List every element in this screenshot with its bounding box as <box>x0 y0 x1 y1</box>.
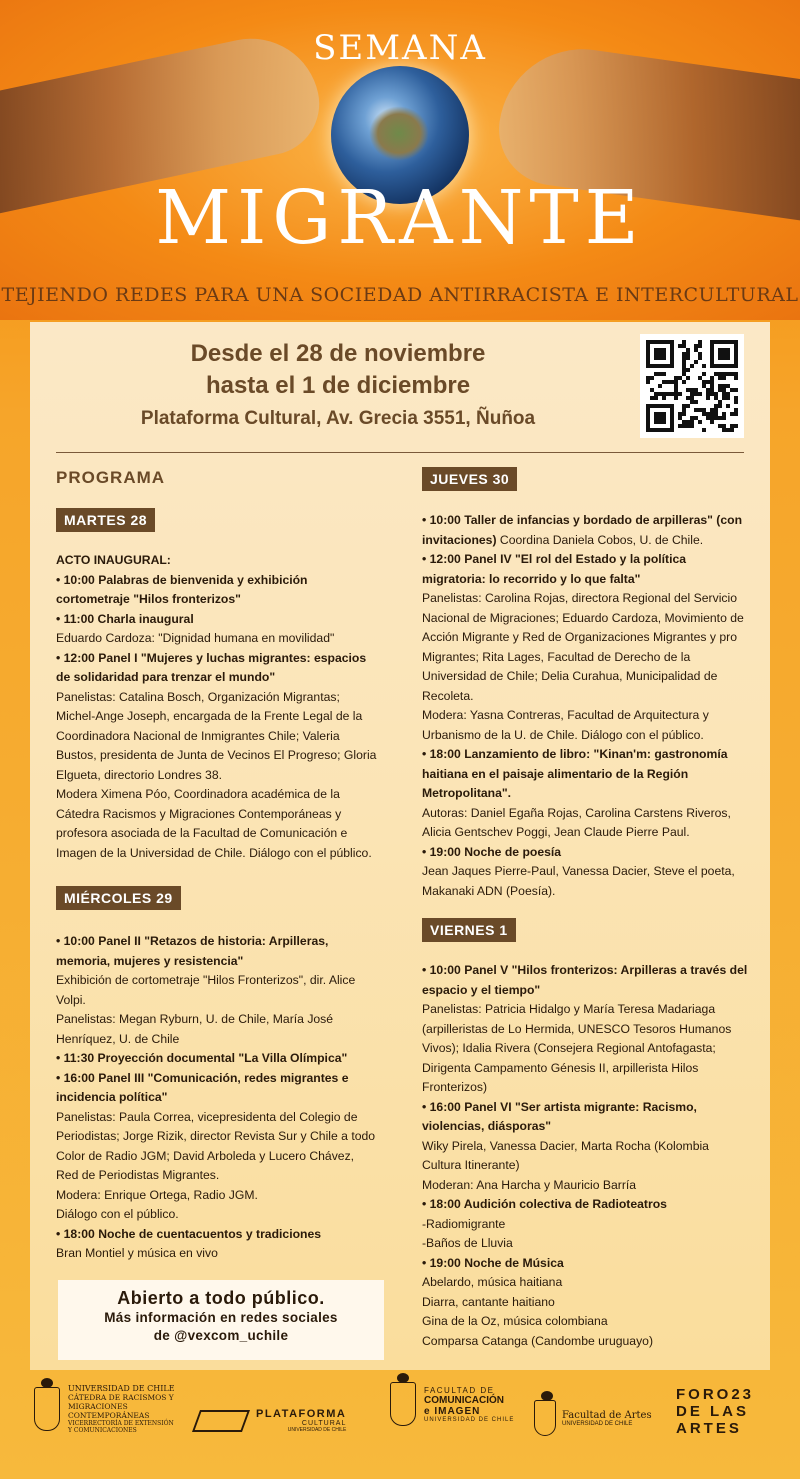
schedule-item <box>56 1010 378 1049</box>
schedule-item-heading: • 18:00 Lanzamiento de libro: "Kinan'm: gastronomía haitiana en el paisaje alimentario de la Región Metropolitana". <box>422 747 728 800</box>
schedule-item <box>56 1049 378 1069</box>
schedule-item-text: Wiky Pirela, Vanessa Dacier, Marta Rocha (Kolombia Cultura Itinerante) <box>422 1138 709 1172</box>
schedule-item-heading: • 19:00 Noche de Música <box>422 1255 564 1270</box>
artes-line1: Facultad de Artes <box>562 1409 652 1421</box>
schedule-item-text: Autoras: Daniel Egaña Rojas, Carolina Carstens Riveros, Alicia Gentschev Poggi, Jean Claude Pierre Paul. <box>422 805 731 839</box>
schedule-item-heading: • 10:00 Taller de infancias y bordado de arpilleras" (con invitaciones) <box>422 513 743 547</box>
schedule-item-text: Comparsa Catanga (Candombe uruguayo) <box>422 1333 654 1348</box>
schedule-item <box>422 804 748 843</box>
schedule-item-heading: • 12:00 Panel I "Mujeres y luchas migrantes: espacios de solidaridad para trenzar el mundo" <box>56 650 367 684</box>
schedule-item <box>56 629 378 649</box>
schedule-item-text: Diarra, cantante haitiano <box>422 1294 555 1309</box>
schedule-item <box>56 1069 378 1108</box>
header-semana: SEMANA <box>313 28 487 68</box>
schedule-item-text: Bran Montiel y música en vivo <box>56 1246 218 1260</box>
schedule-item <box>56 1186 378 1206</box>
divider <box>56 452 744 453</box>
artes-logo[interactable] <box>534 1400 652 1436</box>
schedule-item-heading: • 10:00 Palabras de bienvenida y exhibición cortometraje "Hilos fronterizos" <box>56 572 308 606</box>
fci-line2: COMUNICACIÓN <box>424 1394 504 1406</box>
schedule-item <box>422 589 748 706</box>
schedule-item-text: Panelistas: Megan Ryburn, U. de Chile, María José Henríquez, U. de Chile <box>56 1012 334 1046</box>
open-public-line1: Abierto a todo público. <box>117 1288 325 1308</box>
fci-line4: UNIVERSIDAD DE CHILE <box>424 1416 515 1423</box>
fci-seal-icon <box>390 1382 416 1426</box>
schedule-item <box>56 932 378 971</box>
jueves-schedule <box>422 511 748 901</box>
foro-artes-logo[interactable] <box>676 1386 754 1437</box>
schedule-item-heading: • 19:00 Noche de poesía <box>422 844 562 859</box>
schedule-item <box>56 688 378 786</box>
schedule-item <box>422 1273 748 1293</box>
artes-line2: UNIVERSIDAD DE CHILE <box>562 1420 633 1427</box>
foro-line1: FORO23 <box>676 1386 755 1403</box>
schedule-item <box>422 511 748 550</box>
plataforma-uchile-label: UNIVERSIDAD DE CHILE <box>287 1427 347 1433</box>
plataforma-label: PLATAFORMA <box>256 1408 347 1420</box>
schedule-item-heading: ACTO INAUGURAL: <box>56 553 171 567</box>
fci-logo[interactable] <box>390 1382 514 1426</box>
schedule-item-heading: • 10:00 Panel II "Retazos de historia: Arpilleras, memoria, mujeres y resistencia" <box>56 934 329 968</box>
day-tag-viernes: VIERNES 1 <box>422 918 516 942</box>
open-public-box <box>58 1280 384 1360</box>
schedule-item-text: Panelistas: Patricia Hidalgo y María Teresa Madariaga (arpilleristas de Lo Hermida, UNESCO Tesoros Humanos Vivos); Idalia Rivera (Consejera Regional Antofagasta; Dirigenta Campamento Génesis II, arpillerista Hilos Fronterizos) <box>422 1002 732 1094</box>
plataforma-shape-icon <box>192 1410 250 1432</box>
header-title: MIGRANTE <box>155 175 645 261</box>
schedule-item-text: Modera: Yasna Contreras, Facultad de Arquitectura y Urbanismo de la U. de Chile. Diálogo con el público. <box>422 708 709 742</box>
program-title: PROGRAMA <box>56 468 166 487</box>
schedule-item-text: Jean Jaques Pierre-Paul, Vanessa Dacier, Steve el poeta, Makanaki ADN (Poesía). <box>422 864 735 898</box>
uchile-name: UNIVERSIDAD DE CHILE <box>68 1384 175 1393</box>
schedule-item <box>422 1234 748 1254</box>
schedule-item <box>422 1137 748 1176</box>
schedule-item-heading: • 12:00 Panel IV "El rol del Estado y la política migratoria: lo recorrido y lo que falta" <box>422 552 687 586</box>
schedule-item-text: Moderan: Ana Harcha y Mauricio Barría <box>422 1177 637 1192</box>
vicerrectoria-name: VICERRECTORÍA DE EXTENSIÓN Y COMUNICACIONES <box>68 1420 174 1434</box>
schedule-item <box>422 1176 748 1196</box>
schedule-item-heading: • 11:30 Proyección documental "La Villa Olímpica" <box>56 1051 348 1065</box>
schedule-item <box>422 843 748 863</box>
schedule-item-text: Gina de la Oz, música colombiana <box>422 1314 608 1328</box>
header-tagline: TEJIENDO REDES PARA UNA SOCIEDAD ANTIRRACISTA E INTERCULTURAL <box>1 284 799 306</box>
schedule-item <box>56 1244 378 1264</box>
schedule-item <box>56 649 378 688</box>
foro-line2: DE LAS <box>676 1403 750 1420</box>
schedule-item-text: -Radiomigrante <box>422 1216 506 1231</box>
artes-seal-icon <box>534 1400 556 1436</box>
schedule-item-text: Exhibición de cortometraje "Hilos Fronterizos", dir. Alice Volpi. <box>56 973 356 1007</box>
schedule-item <box>422 1312 748 1332</box>
schedule-item <box>422 1195 748 1215</box>
open-public-line2: Más información en redes sociales <box>104 1310 338 1325</box>
fci-line3: e IMAGEN <box>424 1405 481 1417</box>
schedule-item <box>56 610 378 630</box>
catedra-name: CÁTEDRA DE RACISMOS Y MIGRACIONES CONTEMPORÁNEAS <box>68 1393 174 1420</box>
schedule-item-text: Eduardo Cardoza: "Dignidad humana en movilidad" <box>56 631 335 645</box>
schedule-item-text: Panelistas: Paula Correa, vicepresidenta del Colegio de Periodistas; Jorge Rizik, director Revista Sur y Chile a todo Color de Radio JGM; David Arboleda y Lucero Chávez, Red de Periodistas Migrantes. <box>56 1109 376 1182</box>
viernes-schedule <box>422 961 748 1351</box>
event-location: Plataforma Cultural, Av. Grecia 3551, Ñuñoa <box>140 408 536 429</box>
martes-schedule <box>56 551 378 863</box>
schedule-item-text: Panelistas: Catalina Bosch, Organización Migrantas; Michel-Ange Joseph, encargada de la Frente Legal de la Coordinadora Nacional de Inmigrantes Chile; Valeria Bustos, presidenta de Junta de Vecinos El Progreso; Gloria Elgueta, directorio Londres 38. <box>56 689 377 782</box>
schedule-item <box>56 785 378 863</box>
event-dates <box>98 338 578 430</box>
schedule-item <box>422 550 748 589</box>
schedule-item-text: Abelardo, música haitiana <box>422 1275 563 1289</box>
schedule-item-text: Panelistas: Carolina Rojas, directora Regional del Servicio Nacional de Migraciones; Eduardo Cardoza, Movimiento de Acción Migrante y Red de Organizaciones Migrantes y pro Migrantes; Rita Lages, Facultad de Derecho de la Universidad de Chile; Delia Curahua, Municipalidad de Recoleta. <box>422 591 744 703</box>
day-tag-martes: MARTES 28 <box>56 508 155 532</box>
schedule-item-heading: • 10:00 Panel V "Hilos fronterizos: Arpilleras a través del espacio y el tiempo" <box>422 963 748 997</box>
schedule-item <box>422 745 748 804</box>
schedule-item <box>422 1215 748 1235</box>
miercoles-schedule <box>56 932 378 1264</box>
date-line-2: hasta el 1 de diciembre <box>205 372 471 399</box>
schedule-item <box>422 706 748 745</box>
social-handle[interactable]: de @vexcom_uchile <box>153 1328 289 1343</box>
schedule-item <box>56 571 378 610</box>
schedule-item-text: Diálogo con el público. <box>56 1207 179 1221</box>
schedule-item <box>56 1205 378 1225</box>
plataforma-cultural-logo[interactable] <box>196 1408 346 1433</box>
uchile-seal-icon <box>34 1387 60 1431</box>
schedule-item <box>422 1000 748 1098</box>
schedule-item-heading: • 16:00 Panel VI "Ser artista migrante: Racismo, violencias, diásporas" <box>422 1099 697 1133</box>
day-tag-miercoles: MIÉRCOLES 29 <box>56 886 181 910</box>
schedule-item-text: Coordina Daniela Cobos, U. de Chile. <box>496 532 704 547</box>
schedule-item <box>422 961 748 1000</box>
schedule-item-text: -Baños de Lluvia <box>422 1236 513 1250</box>
qr-code[interactable] <box>640 334 744 438</box>
footer-logos <box>0 1378 800 1479</box>
day-tag-jueves: JUEVES 30 <box>422 467 517 491</box>
date-line-1: Desde el 28 de noviembre <box>190 340 486 367</box>
schedule-item <box>422 862 748 901</box>
schedule-item-heading: • 18:00 Noche de cuentacuentos y tradiciones <box>56 1226 322 1241</box>
schedule-item <box>422 1098 748 1137</box>
schedule-item-text: Modera: Enrique Ortega, Radio JGM. <box>56 1187 258 1202</box>
schedule-item <box>422 1254 748 1274</box>
schedule-item-heading: • 16:00 Panel III "Comunicación, redes migrantes e incidencia política" <box>56 1070 349 1104</box>
schedule-item <box>56 551 378 571</box>
schedule-item <box>56 1108 378 1186</box>
schedule-item <box>422 1332 748 1352</box>
fci-line1: FACULTAD DE <box>424 1385 495 1395</box>
schedule-item <box>422 1293 748 1313</box>
schedule-item <box>56 1225 378 1245</box>
schedule-item-heading: • 11:00 Charla inaugural <box>56 611 194 626</box>
schedule-item-text: Modera Ximena Póo, Coordinadora académica de la Cátedra Racismos y Migraciones Contemporáneas y profesora asociada de la Facultad de Comunicación e Imagen de la Universidad de Chile. Diálogo con el público. <box>56 787 372 860</box>
uchile-catedra-logo[interactable] <box>34 1384 178 1434</box>
cultural-label: CULTURAL <box>301 1420 347 1427</box>
schedule-item-heading: • 18:00 Audición colectiva de Radioteatros <box>422 1197 667 1211</box>
schedule-item <box>56 971 378 1010</box>
foro-line3: ARTES <box>676 1420 742 1437</box>
